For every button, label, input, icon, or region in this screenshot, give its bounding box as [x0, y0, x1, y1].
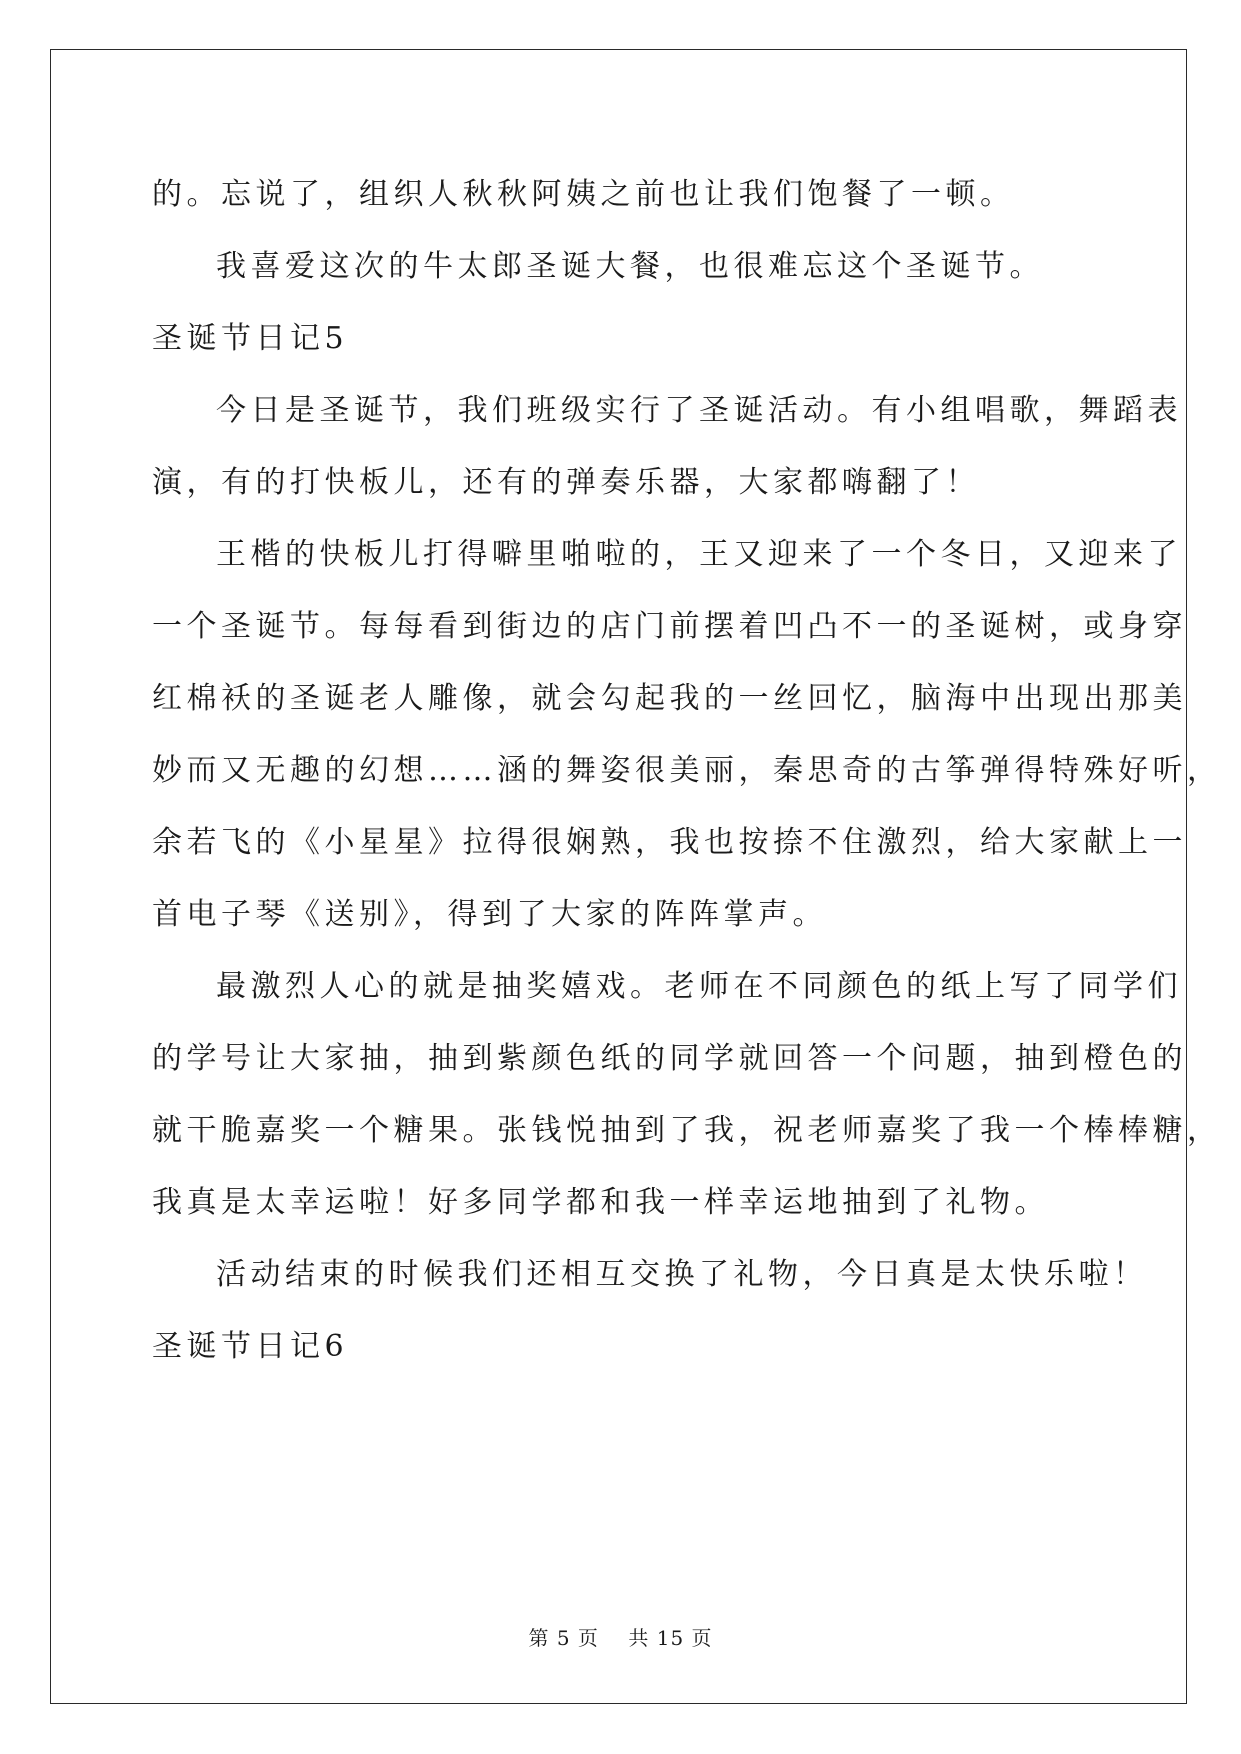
page-total: 共 15 页: [628, 1626, 713, 1650]
text-line: 一个圣诞节。每每看到街边的店门前摆着凹凸不一的圣诞树，或身穿: [152, 609, 1187, 644]
text-line: 余若飞的《小星星》拉得很娴熟，我也按捺不住激烈，给大家献上一: [152, 825, 1187, 860]
text-line: 我喜爱这次的牛太郎圣诞大餐，也很难忘这个圣诞节。: [216, 249, 1044, 284]
text-line: 的学号让大家抽，抽到紫颜色纸的同学就回答一个问题，抽到橙色的: [152, 1041, 1187, 1076]
text-line: 就干脆嘉奖一个糖果。张钱悦抽到了我，祝老师嘉奖了我一个棒棒糖，: [152, 1113, 1222, 1148]
text-line: 首电子琴《送别》，得到了大家的阵阵掌声。: [152, 897, 827, 932]
text-line: 的。忘说了，组织人秋秋阿姨之前也让我们饱餐了一顿。: [152, 177, 1015, 212]
section-heading: 圣诞节日记5: [152, 321, 349, 356]
text-line: 红棉袄的圣诞老人雕像，就会勾起我的一丝回忆，脑海中出现出那美: [152, 681, 1187, 716]
text-line: 今日是圣诞节，我们班级实行了圣诞活动。有小组唱歌，舞蹈表: [216, 393, 1182, 428]
text-line: 演，有的打快板儿，还有的弹奏乐器，大家都嗨翻了！: [152, 465, 980, 500]
text-line: 王楷的快板儿打得噼里啪啦的，王又迎来了一个冬日，又迎来了: [216, 537, 1182, 572]
page-number: 第 5 页: [528, 1626, 599, 1650]
text-line: 最激烈人心的就是抽奖嬉戏。老师在不同颜色的纸上写了同学们: [216, 969, 1182, 1004]
text-line: 我真是太幸运啦！好多同学都和我一样幸运地抽到了礼物。: [152, 1185, 1049, 1220]
page-footer: [0, 1622, 1241, 1651]
text-line: 活动结束的时候我们还相互交换了礼物，今日真是太快乐啦！: [216, 1257, 1148, 1292]
text-line: 妙而又无趣的幻想……涵的舞姿很美丽，秦思奇的古筝弹得特殊好听，: [152, 753, 1222, 788]
document-body: [152, 159, 1222, 1383]
section-heading: 圣诞节日记6: [152, 1329, 349, 1364]
